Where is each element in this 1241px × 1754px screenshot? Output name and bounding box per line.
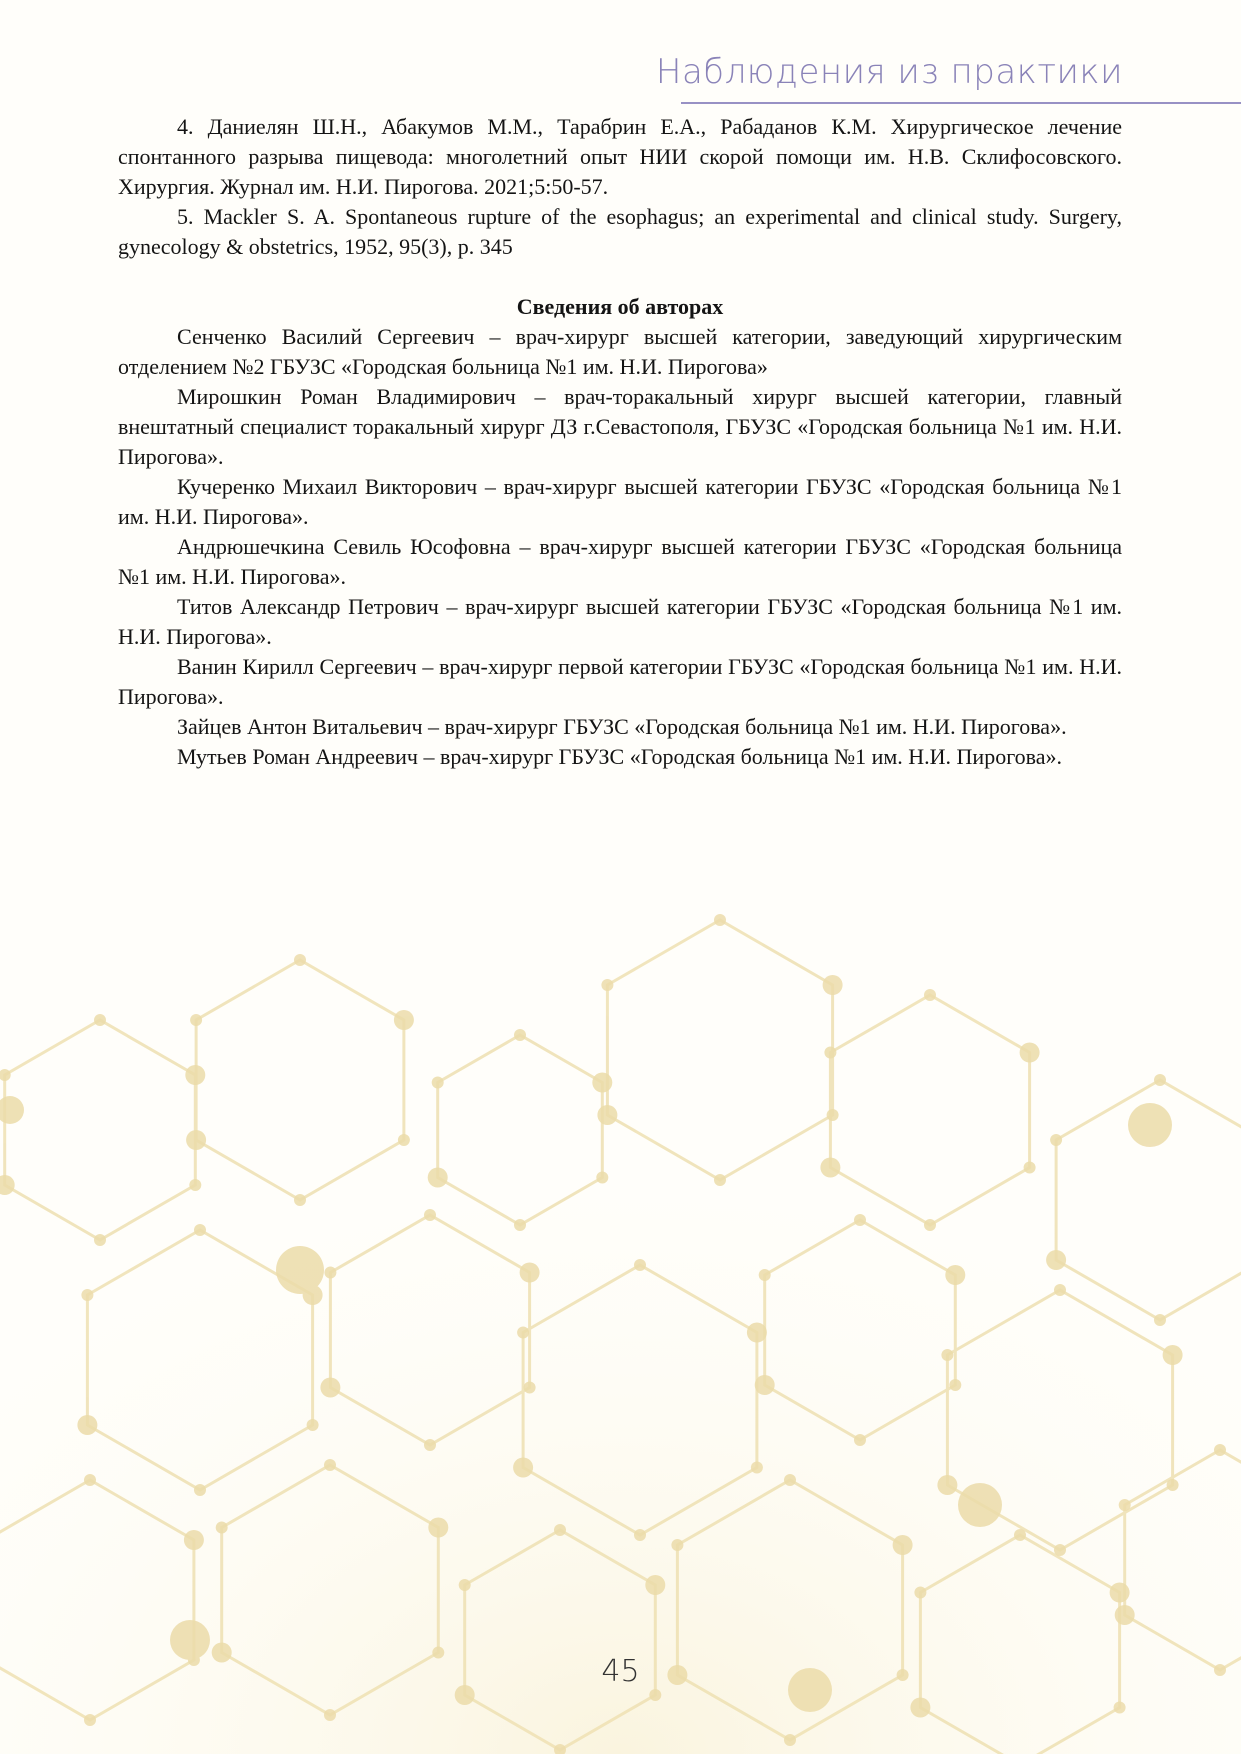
hexagon-accent-dot: [958, 1483, 1002, 1527]
hexagon-node-dot: [94, 1234, 106, 1246]
hexagon-node-dot: [751, 1462, 763, 1474]
hexagon-node-dot: [759, 1269, 771, 1281]
hexagon-node-dot: [184, 1530, 204, 1550]
hexagon-node-dot: [910, 1698, 930, 1718]
hexagon-node-dot: [596, 1172, 608, 1184]
author-entry: Мирошкин Роман Владимирович – врач-торакальный хирург высшей категории, главный внештатный специалист торакальный хирург ДЗ г.Севастополя, ГБУЗС «Городская больница №1 им. Н.И. Пирогова».: [118, 384, 1122, 469]
hexagon-node-dot: [94, 1014, 106, 1026]
hexagon-node-dot: [432, 1077, 444, 1089]
author-entry: Ванин Кирилл Сергеевич – врач-хирург первой категории ГБУЗС «Городская больница №1 им. Н.И. Пирогова».: [118, 654, 1122, 709]
reference-item: 4. Даниелян Ш.Н., Абакумов М.М., Тарабрин Е.А., Рабаданов К.М. Хирургическое лечение спонтанного разрыва пищевода: многолетний опыт НИИ скорой помощи им. Н.В. Склифосовского. Хирургия. Журнал им. Н.И. Пирогова. 2021;5:50-57.: [118, 114, 1122, 199]
author-entry: Зайцев Антон Витальевич – врач-хирург ГБУЗС «Городская больница №1 им. Н.И. Пирогова».: [177, 714, 1067, 739]
hexagon-node-dot: [513, 1458, 533, 1478]
hexagon-node-dot: [1167, 1479, 1179, 1491]
hexagon-node-dot: [524, 1382, 536, 1394]
hexagon-node-dot: [324, 1709, 336, 1721]
hexagon-node-dot: [1154, 1314, 1166, 1326]
hexagon-node-dot: [394, 1010, 414, 1030]
hexagon-node-dot: [186, 1130, 206, 1150]
hexagon-node-dot: [320, 1378, 340, 1398]
hexagon-node-dot: [1214, 1444, 1226, 1456]
hexagon-node-dot: [671, 1539, 683, 1551]
hexagon-node-dot: [827, 1109, 839, 1121]
authors-list: [118, 322, 1122, 772]
hexagon-node-dot: [216, 1522, 228, 1534]
hexagon-node-dot: [514, 1219, 526, 1231]
page-header: [655, 46, 1241, 104]
page-number: 45: [601, 1654, 640, 1689]
hexagon-node-dot: [1050, 1134, 1062, 1146]
hexagon-node-dot: [893, 1535, 913, 1555]
section-header-title: Наблюдения из практики: [655, 52, 1123, 92]
header-underline: [681, 102, 1241, 104]
hexagon-node-dot: [81, 1289, 93, 1301]
hexagon-node-dot: [1119, 1499, 1131, 1511]
hexagon-node-dot: [517, 1327, 529, 1339]
hexagon-node-dot: [514, 1029, 526, 1041]
hexagon-node-dot: [823, 975, 843, 995]
hexagon-node-dot: [194, 1224, 206, 1236]
article-content: [118, 112, 1122, 772]
hexagon-node-dot: [190, 1014, 202, 1026]
hexagon-node-dot: [189, 1179, 201, 1191]
hexagon-node-dot: [714, 1174, 726, 1186]
hexagon-node-dot: [1163, 1345, 1183, 1365]
hexagon-node-dot: [924, 989, 936, 1001]
hexagon-node-dot: [649, 1689, 661, 1701]
hexagon-node-dot: [1014, 1529, 1026, 1541]
hexagon-node-dot: [924, 1219, 936, 1231]
hexagon-node-dot: [1054, 1544, 1066, 1556]
hexagon-node-dot: [424, 1209, 436, 1221]
hexagon-node-dot: [784, 1734, 796, 1746]
author-entry: Сенченко Василий Сергеевич – врач-хирург высшей категории, заведующий хирургическим отделением №2 ГБУЗС «Городская больница №1 им. Н.И. Пирогова»: [118, 324, 1122, 379]
hexagon-node-dot: [1020, 1043, 1040, 1063]
hexagon-node-dot: [185, 1065, 205, 1085]
hexagon-node-dot: [424, 1439, 436, 1451]
references-list: [118, 112, 1122, 262]
hexagon-node-dot: [1024, 1162, 1036, 1174]
hexagon-node-dot: [592, 1073, 612, 1093]
hexagon-node-dot: [1054, 1284, 1066, 1296]
hexagon-node-dot: [554, 1524, 566, 1536]
hexagon-node-dot: [755, 1375, 775, 1395]
hexagon-node-dot: [937, 1475, 957, 1495]
hexagon-node-dot: [324, 1459, 336, 1471]
hexagon-node-dot: [601, 979, 613, 991]
reference-item: 5. Mackler S. A. Spontaneous rupture of the esophagus; an experimental and clinical study. Surgery, gynecology & obstetrics, 1952, 95(3), p. 345: [118, 204, 1122, 259]
hexagon-node-dot: [854, 1434, 866, 1446]
hexagon-node-dot: [1110, 1583, 1130, 1603]
author-entry: Андрюшечкина Севиль Юсофовна – врач-хирург высшей категории ГБУЗС «Городская больница №1 им. Н.И. Пирогова».: [118, 534, 1122, 589]
hexagon-node-dot: [854, 1214, 866, 1226]
hexagon-node-dot: [84, 1474, 96, 1486]
author-entry: Мутьев Роман Андреевич – врач-хирург ГБУЗС «Городская больница №1 им. Н.И. Пирогова».: [177, 744, 1063, 769]
hexagon-node-dot: [294, 954, 306, 966]
hexagon-node-dot: [1046, 1250, 1066, 1270]
author-entry: Кучеренко Михаил Викторович – врач-хирург высшей категории ГБУЗС «Городская больница №1 им. Н.И. Пирогова».: [118, 474, 1122, 529]
hexagon-node-dot: [634, 1529, 646, 1541]
hexagon-node-dot: [307, 1419, 319, 1431]
hexagon-node-dot: [1154, 1074, 1166, 1086]
hexagon-node-dot: [194, 1484, 206, 1496]
hexagon-node-dot: [820, 1158, 840, 1178]
hexagon-node-dot: [824, 1047, 836, 1059]
hexagon-node-dot: [398, 1134, 410, 1146]
hexagon-accent-dot: [276, 1246, 324, 1294]
hexagon-node-dot: [941, 1349, 953, 1361]
hexagon-node-dot: [597, 1105, 617, 1125]
hexagon-node-dot: [634, 1259, 646, 1271]
hexagon-node-dot: [1114, 1702, 1126, 1714]
author-entry: Титов Александр Петрович – врач-хирург высшей категории ГБУЗС «Городская больница №1 им. Н.И. Пирогова».: [118, 594, 1122, 649]
hexagon-node-dot: [914, 1587, 926, 1599]
authors-section-title: Сведения об авторах: [516, 294, 724, 319]
hexagon-node-dot: [459, 1579, 471, 1591]
hexagon-node-dot: [949, 1379, 961, 1391]
hexagon-node-dot: [945, 1265, 965, 1285]
hexagon-node-dot: [784, 1474, 796, 1486]
hexagon-node-dot: [84, 1714, 96, 1726]
hexagon-node-dot: [520, 1263, 540, 1283]
hexagon-node-dot: [294, 1194, 306, 1206]
hexagon-node-dot: [428, 1168, 448, 1188]
hexagon-node-dot: [645, 1575, 665, 1595]
hexagon-node-dot: [77, 1415, 97, 1435]
hexagon-accent-dot: [1128, 1103, 1172, 1147]
hexagon-node-dot: [714, 914, 726, 926]
hexagon-node-dot: [747, 1323, 767, 1343]
hexagon-node-dot: [1115, 1605, 1135, 1625]
hexagon-node-dot: [324, 1267, 336, 1279]
hexagon-node-dot: [428, 1518, 448, 1538]
